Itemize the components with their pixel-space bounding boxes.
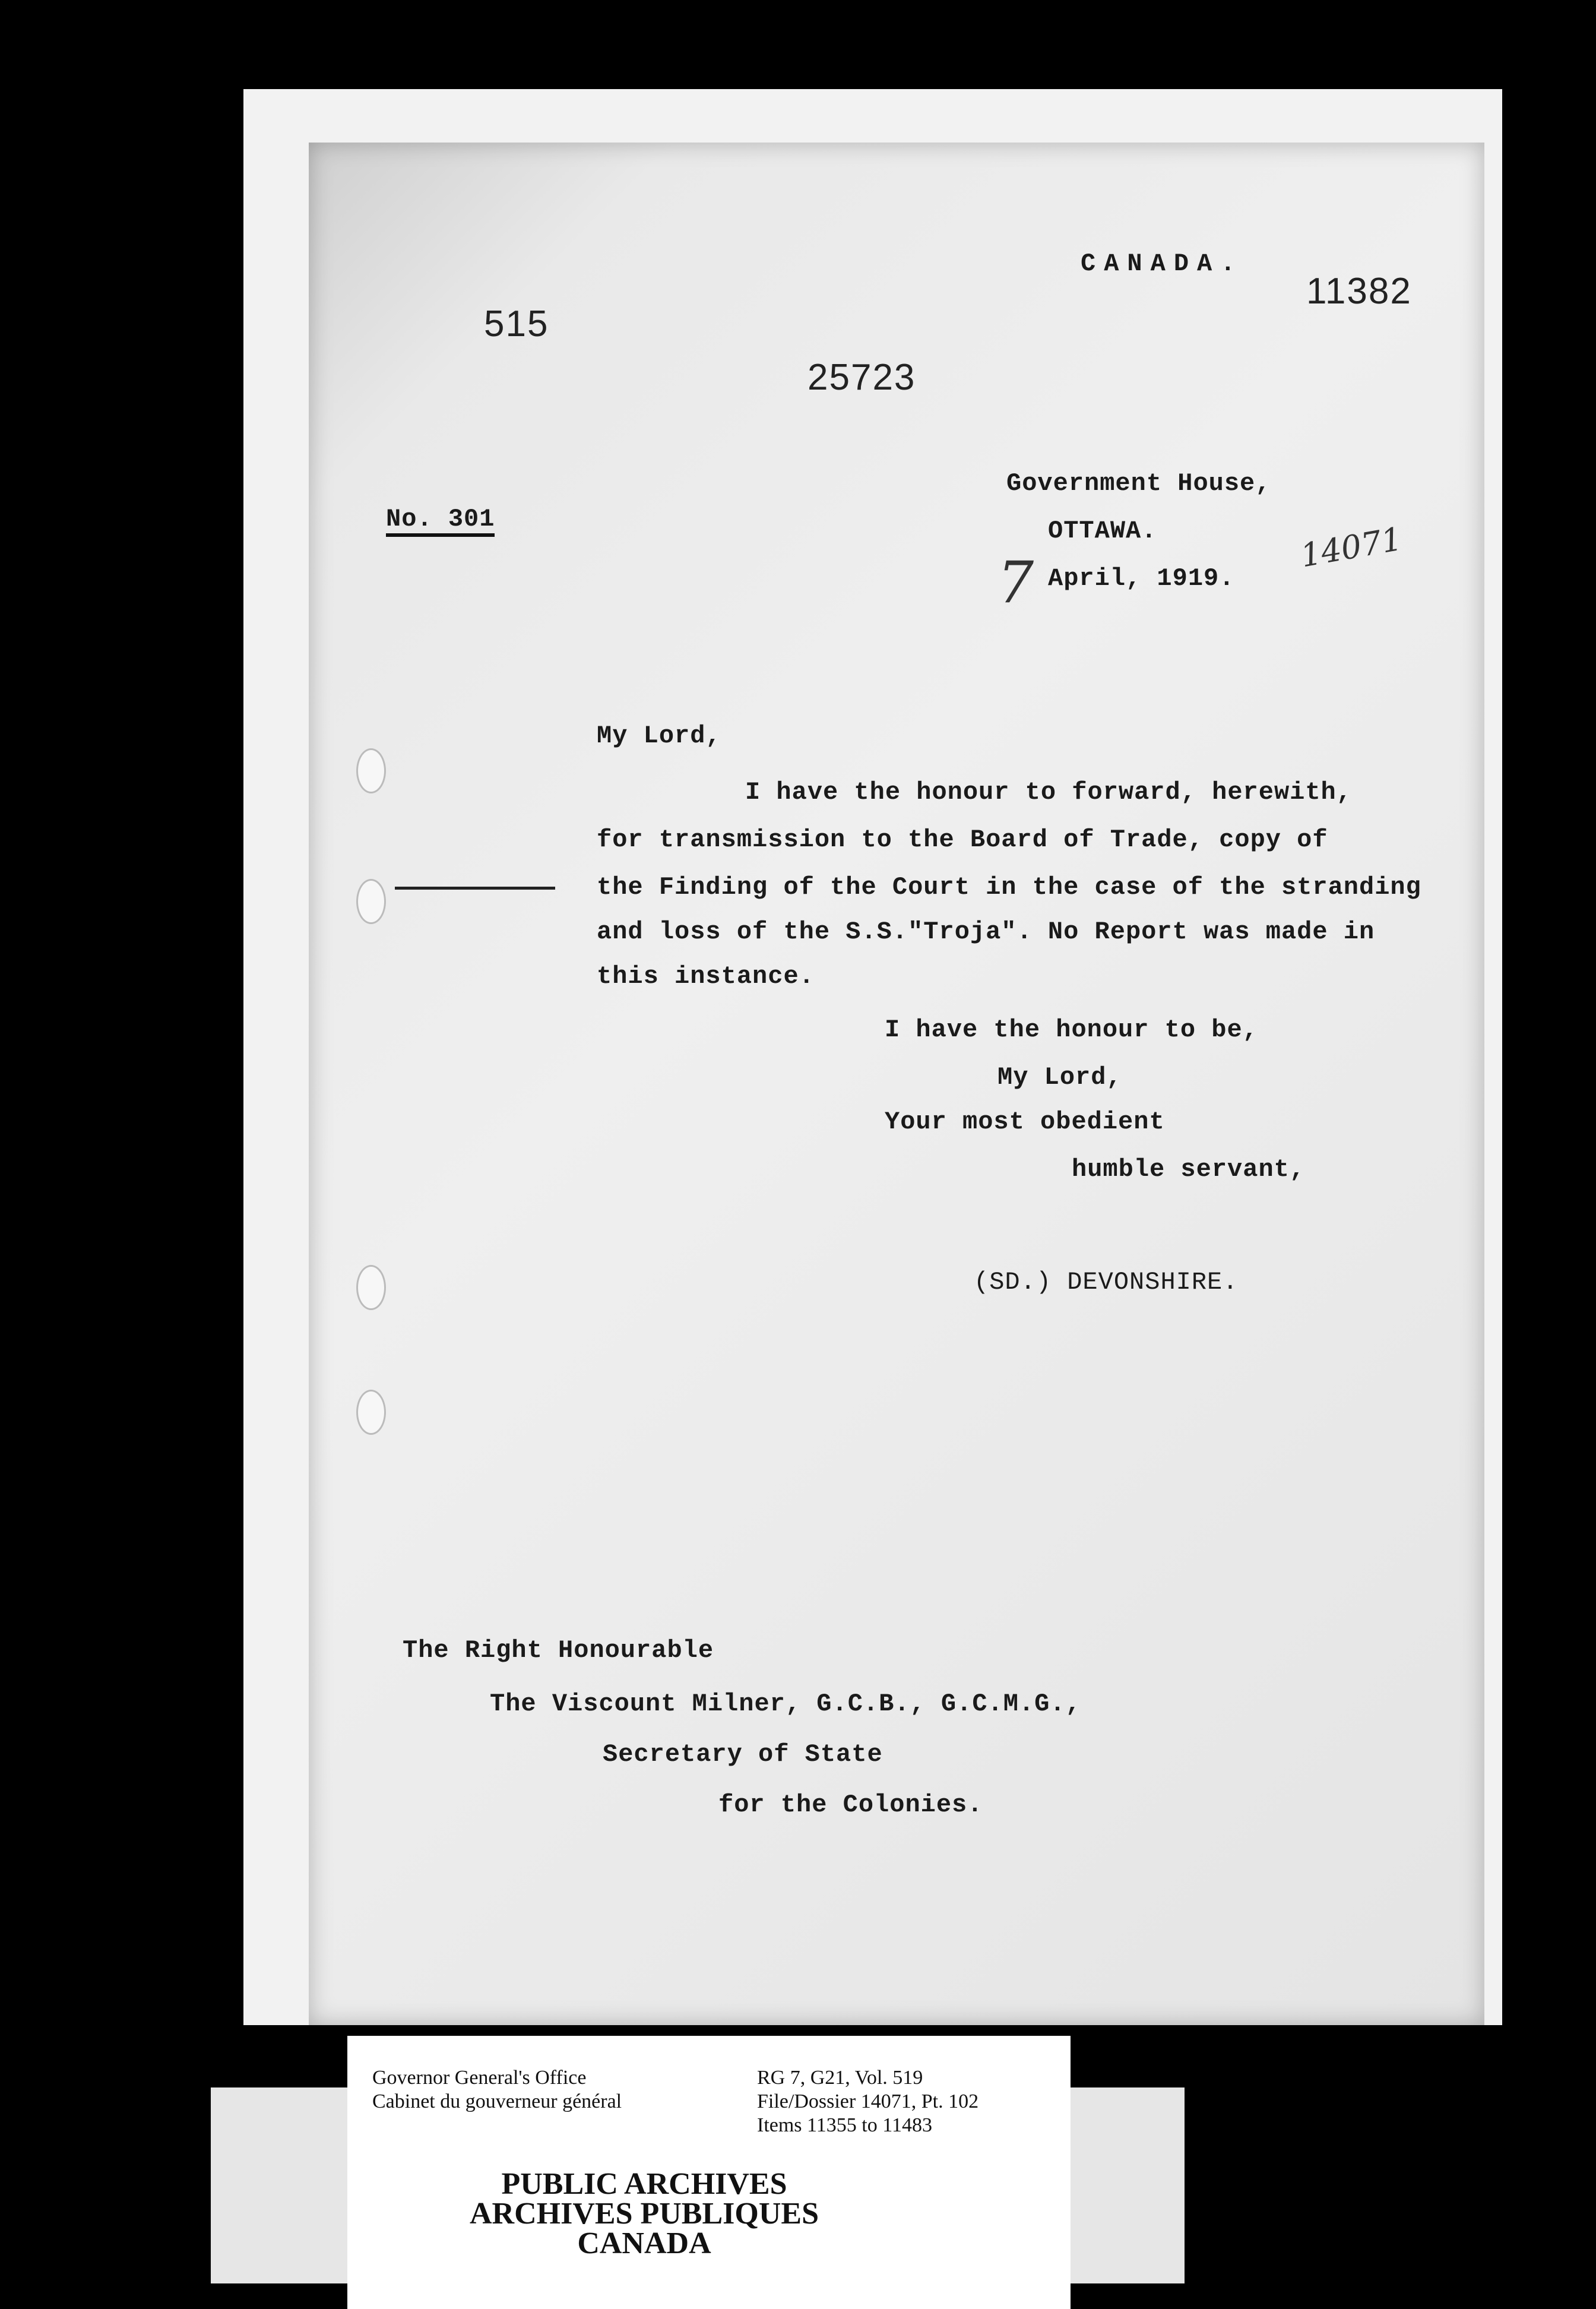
address-line-2: OTTAWA. xyxy=(1048,517,1157,545)
body-line: this instance. xyxy=(597,962,815,991)
handwritten-file-note: 14071 xyxy=(1297,520,1405,575)
punch-hole xyxy=(356,748,386,793)
addressee-line: Secretary of State xyxy=(603,1740,883,1769)
addressee-line: The Right Honourable xyxy=(403,1636,714,1665)
body-line: the Finding of the Court in the case of the stranding xyxy=(597,873,1421,902)
body-line: I have the honour to forward, herewith, xyxy=(745,778,1352,806)
signature: (SD.) DEVONSHIRE. xyxy=(974,1268,1239,1296)
archive-label xyxy=(347,2036,1071,2309)
archives-title-line-2: ARCHIVES PUBLIQUES xyxy=(469,2197,819,2231)
archive-items: Items 11355 to 11483 xyxy=(757,2114,932,2136)
label-tab-left xyxy=(211,2087,353,2283)
date-day-handwritten: 7 xyxy=(998,549,1034,616)
closing-line: Your most obedient xyxy=(885,1108,1165,1136)
office-french: Cabinet du gouverneur général xyxy=(372,2090,622,2112)
punch-hole xyxy=(356,879,386,924)
addressee-line: The Viscount Milner, G.C.B., G.C.M.G., xyxy=(490,1690,1081,1718)
office-english: Governor General's Office xyxy=(372,2067,587,2089)
closing-line: My Lord, xyxy=(998,1063,1122,1092)
stamp-number-center: 25723 xyxy=(808,357,916,398)
letter-sheet xyxy=(309,143,1484,2025)
letter-date: April, 1919. xyxy=(1048,564,1235,593)
archives-title-line-1: PUBLIC ARCHIVES xyxy=(501,2167,787,2201)
stamp-number-left: 515 xyxy=(484,303,549,344)
archive-file: File/Dossier 14071, Pt. 102 xyxy=(757,2090,979,2112)
body-line: and loss of the S.S."Troja". No Report was made in xyxy=(597,918,1375,946)
salutation: My Lord, xyxy=(597,722,721,750)
margin-mark-line xyxy=(395,887,555,890)
closing-line: humble servant, xyxy=(1072,1155,1306,1184)
country-heading: CANADA. xyxy=(1081,249,1244,278)
label-tab-right xyxy=(1066,2087,1185,2283)
body-line: for transmission to the Board of Trade, copy of xyxy=(597,825,1328,854)
archive-reference: RG 7, G21, Vol. 519 xyxy=(757,2067,923,2089)
addressee-line: for the Colonies. xyxy=(718,1791,983,1819)
punch-hole xyxy=(356,1265,386,1310)
stamp-number-right: 11382 xyxy=(1306,271,1412,312)
punch-hole xyxy=(356,1390,386,1435)
address-line-1: Government House, xyxy=(1006,469,1271,498)
letter-number: No. 301 xyxy=(386,505,495,537)
archives-title-line-3: CANADA xyxy=(577,2226,711,2260)
closing-line: I have the honour to be, xyxy=(885,1016,1258,1044)
